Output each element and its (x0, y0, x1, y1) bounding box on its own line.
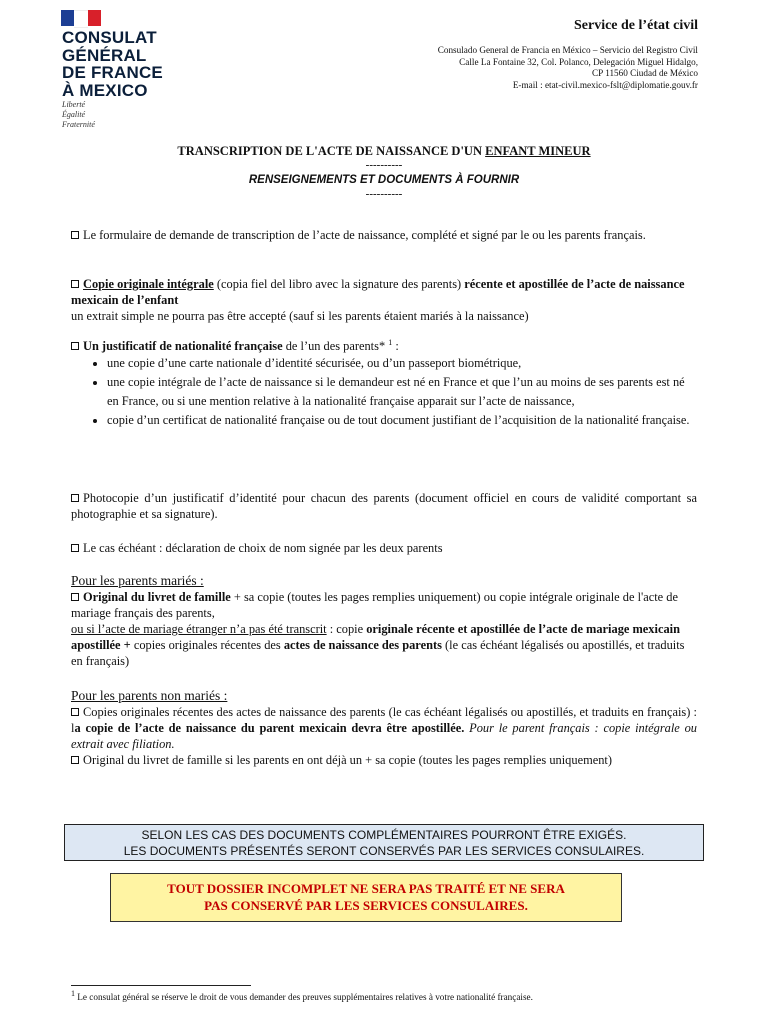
non-maries-livret (71, 752, 697, 768)
item-text: copies originales récentes des (130, 638, 284, 652)
nationalite-bullet-list (71, 354, 697, 430)
item-text: : copie (326, 622, 367, 636)
footnote-ref: 1 (388, 337, 393, 347)
logo-line: CONSULAT (62, 28, 157, 47)
address-email: E-mail : etat-civil.mexico-fslt@diplomatie.gouv.fr (512, 79, 698, 90)
item-photocopie (71, 490, 697, 522)
warning-box (110, 873, 622, 922)
item-text: Le formulaire de demande de transcription de l’acte de naissance, complété et signé par le ou les parents français. (83, 228, 646, 242)
footnote-divider (71, 985, 251, 986)
document-subtitle: RENSEIGNEMENTS ET DOCUMENTS À FOURNIR (248, 174, 520, 186)
checkbox-icon (71, 342, 79, 350)
non-maries-copies (71, 704, 697, 752)
title-separator: ---------- (365, 159, 403, 171)
checkbox-icon (71, 593, 79, 601)
flag-red-band (88, 10, 101, 26)
warning-line: TOUT DOSSIER INCOMPLET NE SERA PAS TRAITÉ ET NE SERA (167, 881, 565, 896)
item-formulaire (71, 227, 697, 243)
address-line: Consulado General de Francia en México – Servicio del Registro Civil (437, 45, 698, 55)
item-bold-text: récente et apostillée de l’acte de naissance mexicain de l’enfant (71, 277, 685, 307)
item-label: Un justificatif de nationalité française (83, 339, 283, 353)
item-text-tail: : (392, 339, 399, 353)
item-label: Copie originale intégrale (83, 277, 214, 291)
item-text: (le cas échéant légalisés ou apostillés, et traduits en français) (71, 638, 685, 668)
section-heading: Pour les parents non mariés : (71, 688, 228, 703)
item-bold-text: originale récente et apostillée de l’acte de mariage mexicain apostillée + (71, 622, 680, 652)
section-heading: Pour les parents mariés : (71, 573, 204, 588)
condition-underlined: ou si l’acte de mariage étranger n’a pas été transcrit (71, 622, 327, 636)
section-parents-non-maries (71, 688, 697, 768)
subtitle-separator: ---------- (365, 188, 403, 200)
item-text: Copies originales récentes des actes de naissance des parents (le cas échéant légalisés ou apostillés, et traduits en français) : l (71, 705, 697, 735)
item-text: + sa copie (toutes les pages remplies uniquement) ou copie intégrale originale de l'acte de mariage français des parents, (71, 590, 678, 620)
item-text: Le cas échéant : déclaration de choix de nom signée par les deux parents (83, 541, 443, 555)
consulate-logo-text (62, 29, 163, 99)
motto-line: Liberté (62, 100, 86, 109)
item-label: Original du livret de famille (83, 590, 231, 604)
item-bold-text: actes de naissance des parents (283, 638, 442, 652)
item-bold-text: a copie de l’acte de naissance du parent mexicain devra être apostillée. (74, 721, 465, 735)
notice-line: SELON LES CAS DES DOCUMENTS COMPLÉMENTAIRES POURRONT ÊTRE EXIGÉS. (141, 828, 627, 842)
republic-motto (62, 100, 95, 130)
checkbox-icon (71, 708, 79, 716)
logo-line: DE FRANCE (62, 63, 163, 82)
item-text: (copia fiel del libro avec la signature des parents) (213, 277, 465, 291)
item-text: Photocopie d’un justificatif d’identité pour chacun des parents (document officiel en cours de validité comportant sa photographie et sa signature). (71, 491, 697, 521)
checkbox-icon (71, 494, 79, 502)
service-title: Service de l’état civil (573, 18, 698, 33)
address-line: Calle La Fontaine 32, Col. Polanco, Delegación Miguel Hidalgo, (459, 56, 698, 67)
checkbox-icon (71, 544, 79, 552)
item-note: un extrait simple ne pourra pas être accepté (sauf si les parents étaient mariés à la naissance) (71, 309, 529, 323)
warning-line: PAS CONSERVÉ PAR LES SERVICES CONSULAIRES. (204, 898, 528, 913)
item-cas-echeant (71, 540, 697, 556)
checkbox-icon (71, 280, 79, 288)
item-nationalite (71, 338, 697, 430)
footnote (71, 988, 533, 1003)
checkbox-icon (71, 231, 79, 239)
list-item: • une copie d’une carte nationale d’identité sécurisée, ou d’un passeport biométrique, (107, 354, 697, 373)
notice-line: LES DOCUMENTS PRÉSENTÉS SERONT CONSERVÉS PAR LES SERVICES CONSULAIRES. (123, 844, 645, 858)
logo-line: À MEXICO (62, 80, 148, 100)
title-underlined: ENFANT MINEUR (485, 144, 591, 158)
flag-white-band (74, 10, 87, 28)
checkbox-icon (71, 756, 79, 764)
notice-box (64, 824, 704, 861)
maries-livret (71, 589, 697, 621)
document-title-block (0, 144, 768, 201)
motto-line: Égalité (62, 110, 86, 119)
item-italic-text: Pour le parent français : copie intégrale ou extrait avec filiation. (71, 721, 697, 751)
item-text: de l’un des parents* (282, 339, 389, 353)
item-text: Original du livret de famille si les parents en ont déjà un + sa copie (toutes les pages remplies uniquement) (83, 753, 612, 767)
document-title (0, 144, 768, 159)
list-item: • copie d’un certificat de nationalité française ou de tout document justifiant de l’acquisition de la nationalité française. (107, 411, 697, 430)
section-parents-maries (71, 573, 697, 669)
logo-line: GÉNÉRAL (62, 45, 147, 65)
maries-ou-si (71, 621, 697, 669)
footnote-text: Le consulat général se réserve le droit de vous demander des preuves supplémentaires relatives à votre nationalité française. (75, 992, 533, 1002)
item-copie-originale (71, 276, 697, 324)
motto-line: Fraternité (62, 120, 95, 129)
consulate-address (438, 45, 698, 91)
french-flag-logo (61, 10, 101, 26)
footnote-number: 1 (71, 988, 75, 998)
title-prefix: TRANSCRIPTION DE L'ACTE DE NAISSANCE D'UN (177, 144, 486, 158)
address-line: CP 11560 Ciudad de México (592, 68, 698, 78)
flag-blue-band (61, 10, 74, 26)
list-item: • une copie intégrale de l’acte de naissance si le demandeur est né en France et que l’un au moins de ses parents est né en France, ou si une mention relative à la nationalité française apparait sur l’acte de naissance, (107, 373, 697, 411)
